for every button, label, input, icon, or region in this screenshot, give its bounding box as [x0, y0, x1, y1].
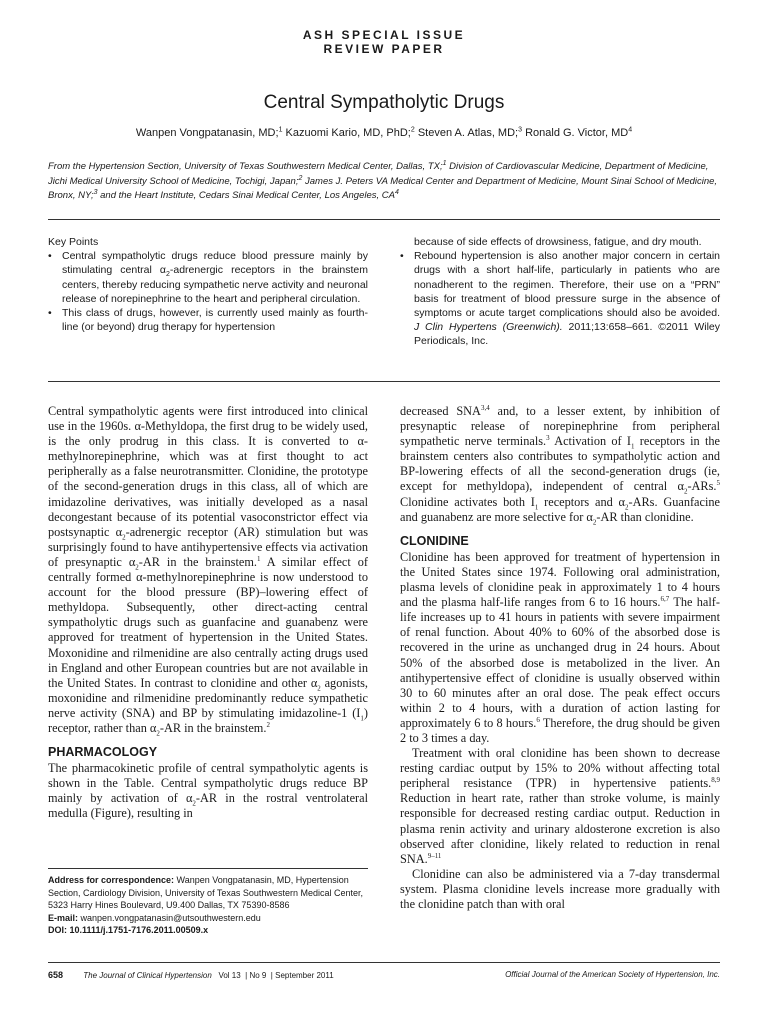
footer-divider: [48, 962, 720, 963]
divider-middle: [48, 381, 720, 382]
clonidine-paragraph-3: Clonidine can also be administered via a 7-day transdermal system. Plasma clonidine levels increase more gradually with the clonidine patch than with oral: [400, 866, 720, 911]
review-paper-label: REVIEW PAPER: [323, 42, 445, 56]
author: Steven A. Atlas, MD;$^3$: [417, 126, 523, 139]
email-label: E-mail:: [48, 912, 79, 923]
pharmacology-paragraph: The pharmacokinetic profile of central sympatholytic agents is shown in the Table. Central sympatholytic drugs reduce BP mainly by activation of $\alpha_2-AR$ in the rostral ventrolateral medulla (Figure), resulting in: [48, 761, 368, 821]
volume: Vol 13: [218, 971, 241, 980]
key-points-heading: Key Points: [48, 236, 99, 248]
citation-journal: J Clin Hypertens (Greenwich).: [414, 321, 563, 334]
intro-paragraph: Central sympatholytic agents were first introduced into clinical use in the 1960s. α-Methyldopa, the first drug to be widely used, is the only prodrug in this class. It is converted to α-methylnorepinephrine, which was at first thought to act peripherally as a false neurotransmitter. Clonidine, the prototype of the second-generation drugs in this class, all of which are imidazoline derivatives, was initially developed as a nasal decongestant because of its potential vasoconstrictor effect via postsynaptic $\alpha_2$-adrenergic receptor (AR) stimulation but was surprisingly found to have antihypertensive effects via activation of presynaptic $\alpha_2-AR$ in the brainstem.$^1$ A similar effect of centrally formed α-methylnorepinephrine is now understood to account for the blood pressure (BP)–lowering effect of methyldopa. Subsequently, other direct-acting central sympatholytic drugs such as guanfacine and guanabenz were approved for treatment of hypertension in the United States. Moxonidine and rilmenidine are also centrally acting drugs used in England and other European countries but are not available in the United States. In contrast to clonidine and other $\alpha_2$ agonists, moxonidine and rilmenidine predominantly reduce sympathetic nerve activity (SNA) and BP by stimulating imidazoline-1 $(I_1)$ receptor, rather than $\alpha_2-AR$ in the brainstem.$^2$: [48, 404, 368, 738]
affiliations: From the Hypertension Section, University of Texas Southwestern Medical Center, Dallas, TX;$^1$ Division of Cardiovascular Medicine, Department of Medicine, Jichi Medical University School of Medicine, Tochigi, Japan;$^2$ James J. Peters VA Medical Center and Department of Medicine, Mount Sinai School of Medicine, Bronx, NY;$^3$ and the Heart Institute, Cedars Sinai Medical Center, Los Angeles, $CA^4$: [48, 159, 718, 201]
key-point-item: • Central sympatholytic drugs reduce blood pressure mainly by stimulating central $\alpha_2$-adrenergic receptors in the brainstem centers, thereby reducing sympathetic nerve activity and neuronal release of norepinephrine to the heart and peripheral circulation.: [48, 250, 369, 305]
correspondence-label: Address for correspondence:: [48, 875, 175, 885]
bullet-icon: •: [400, 250, 404, 263]
email-link[interactable]: wanpen.vongpatanasin@utsouthwestern.edu: [80, 912, 261, 923]
issue-date: September 2011: [275, 971, 334, 980]
footer-right: [420, 970, 720, 979]
key-points-left: [48, 235, 368, 334]
divider-top: [48, 219, 720, 220]
author-list: [40, 127, 728, 139]
pharmacology-continued: decreased SNA$^{3,4}$ and, to a lesser extent, by inhibition of presynaptic release of norepinephrine from peripheral sympathetic nerve terminals.$^3$ Activation of $I_1$ receptors in the brainstem centers also contributes to sympatholytic action and BP-lowering effects of all the second-generation drugs (ie, except for methyldopa), independent of central $\alpha_2-ARs.^5$ Clonidine activates both $I_1$ receptors and $\alpha_2$-ARs. Guanfacine and guanabenz are more selective for $\alpha_2-AR$ than clonidine.: [400, 403, 721, 527]
author: Wanpen Vongpatanasin, MD;$^1$: [135, 126, 283, 139]
key-point-item: • This class of drugs, however, is currently used mainly as fourth-line (or beyond) drug therapy for hypertension: [48, 307, 368, 334]
bullet-icon: •: [48, 307, 52, 320]
key-points-right: because of side effects of drowsiness, fatigue, and dry mouth. • Rebound hypertension is also another major concern in certain drugs with a short half-life, particularly in patients who are nonadherent to the regimen. Therefore, their use on a “PRN” basis for treatment of blood pressure surge in the absence of symptoms or acute target complications should also be avoided. J Clin Hypertens (Greenwich). 2011;13:658–661. ©2011 Wiley Periodicals, Inc.: [400, 236, 721, 348]
special-issue-label: ASH SPECIAL ISSUE: [302, 28, 466, 42]
footer-left: 658 The Journal of Clinical Hypertension Vol 13 | No 9 | September 2011: [48, 970, 334, 980]
journal-name: The Journal of Clinical Hypertension: [83, 971, 212, 980]
doi-label: DOI:: [48, 925, 67, 936]
correspondence-divider: [48, 868, 368, 869]
doi-link[interactable]: 10.1111/j.1751-7176.2011.00509.x: [69, 925, 209, 936]
citation-details: 2011;13:658–661. ©2011 Wiley Periodicals, Inc.: [414, 321, 721, 348]
article-title: Central Sympatholytic Drugs: [263, 92, 505, 113]
bullet-icon: •: [48, 250, 52, 263]
author: Kazuomi Kario, MD, PhD;$^2$: [285, 126, 415, 139]
clonidine-paragraph-2: Treatment with oral clonidine has been shown to decrease resting cardiac output by 15% to 20% without affecting total peripheral resistance (TPR) in hypertensive patients.$^{8,9}$ Reduction in heart rate, rather than stroke volume, is mainly responsible for decreased resting cardiac output. Reduction in plasma renin activity and urinary aldosterone excretion is also observed after clonidine, likely related to reduction in renal SNA.$^{9-11}$: [400, 746, 720, 866]
body-right-column: [400, 404, 720, 912]
issue: No 9: [249, 971, 267, 980]
author: Ronald G. Victor, $MD^4$: [525, 126, 633, 139]
key-point-item: • Rebound hypertension is also another major concern in certain drugs with a short half-life, particularly in patients who are nonadherent to the regimen. Therefore, their use on a “PRN” basis for treatment of blood pressure surge in the absence of symptoms or acute target complications should also be avoided. J Clin Hypertens (Greenwich). 2011;13:658–661. ©2011 Wiley Periodicals, Inc.: [400, 250, 721, 348]
body-left-column: [48, 404, 368, 822]
pharmacology-heading: PHARMACOLOGY: [48, 745, 158, 760]
correspondence-address: Wanpen Vongpatanasin, MD, Hypertension Section, Cardiology Division, University of Texas Southwestern Medical Center, 5323 Harry Hines Boulevard, U9.400 Dallas, TX 75390-8586: [48, 875, 363, 911]
correspondence-block: [48, 874, 368, 937]
publisher-note: Official Journal of the American Society of Hypertension, Inc.: [505, 970, 720, 979]
clonidine-paragraph-1: Clonidine has been approved for treatment of hypertension in the United States since 1974. Following oral administration, plasma levels of clonidine peak in approximately 1 to 4 hours and the plasma half-life ranges from 6 to 16 hours.$^{6,7}$ The half-life increases up to 41 hours in patients with severe impairment of renal function. About 40% to 60% of the absorbed dose is recovered in the urine as unchanged drug in 24 hours. About 50% of the absorbed dose is metabolized in the liver. An antihypertensive effect of clonidine is usually observed within 30 to 60 minutes after an oral dose. The peak effect occurs within 2 to 4 hours, with a duration of action lasting for approximately 6 to 8 hours.$^6$ Therefore, the drug should be given 2 to 3 times a day.: [400, 549, 720, 745]
clonidine-heading: CLONIDINE: [400, 533, 469, 548]
page-number: 658: [48, 970, 64, 980]
